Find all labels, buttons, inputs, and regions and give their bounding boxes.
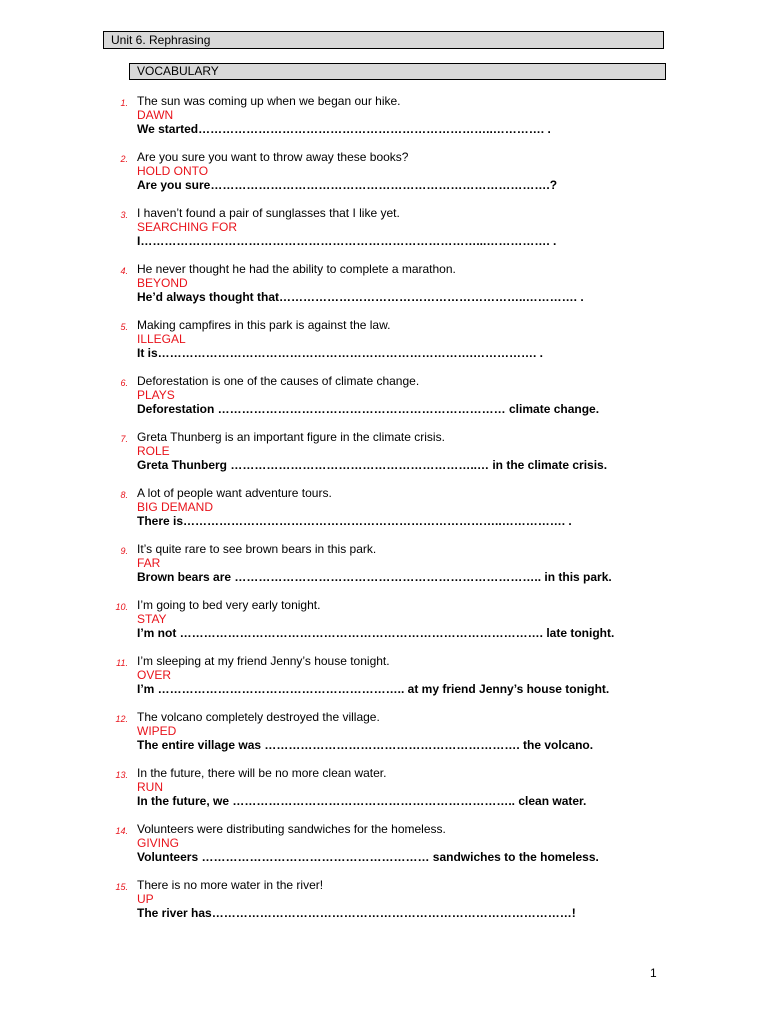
exercise-number: 13.	[115, 770, 128, 780]
exercise-item	[0, 430, 768, 486]
original-sentence: Making campfires in this park is against the law.	[137, 318, 391, 332]
exercise-item	[0, 318, 768, 374]
exercise-item	[0, 710, 768, 766]
exercise-item	[0, 150, 768, 206]
unit-title: Unit 6. Rephrasing	[103, 31, 664, 49]
exercise-number: 3.	[120, 210, 128, 220]
rephrase-prompt: He’d always thought that……………………………………………………..…………. .	[137, 290, 584, 304]
page-number: 1	[650, 966, 657, 980]
keyword: BIG DEMAND	[137, 500, 214, 514]
rephrase-prompt: We started………………………………………………………………..…………. .	[137, 122, 551, 136]
rephrase-prompt: The entire village was ………………………………………………………. the volcano.	[137, 738, 594, 752]
exercise-number: 7.	[120, 434, 128, 444]
exercise-number: 12.	[115, 714, 128, 724]
original-sentence: There is no more water in the river!	[137, 878, 324, 892]
original-sentence: I’m going to bed very early tonight.	[137, 598, 321, 612]
section-title: VOCABULARY	[129, 63, 666, 80]
original-sentence: The volcano completely destroyed the village.	[137, 710, 380, 724]
exercise-number: 6.	[120, 378, 128, 388]
keyword: DAWN	[137, 108, 174, 122]
keyword: PLAYS	[137, 388, 175, 402]
original-sentence: Deforestation is one of the causes of climate change.	[137, 374, 420, 388]
exercise-item	[0, 374, 768, 430]
exercise-number: 1.	[120, 98, 128, 108]
rephrase-prompt: Deforestation ……………………………………………………………… climate change.	[137, 402, 600, 416]
original-sentence: The sun was coming up when we began our hike.	[137, 94, 401, 108]
exercise-number: 9.	[120, 546, 128, 556]
rephrase-prompt: Greta Thunberg ……………………………………………………..… in the climate crisis.	[137, 458, 608, 472]
keyword: ILLEGAL	[137, 332, 186, 346]
exercise-number: 4.	[120, 266, 128, 276]
exercise-item	[0, 598, 768, 654]
rephrase-prompt: There is……………………………………………………………………..……………. .	[137, 514, 572, 528]
original-sentence: I’m sleeping at my friend Jenny’s house tonight.	[137, 654, 390, 668]
keyword: UP	[137, 892, 154, 906]
keyword: BEYOND	[137, 276, 188, 290]
original-sentence: I haven’t found a pair of sunglasses that I like yet.	[137, 206, 400, 220]
rephrase-prompt: I’m …………………………………………………….. at my friend Jenny’s house tonight.	[137, 682, 610, 696]
keyword: STAY	[137, 612, 167, 626]
exercise-number: 10.	[115, 602, 128, 612]
original-sentence: Greta Thunberg is an important figure in the climate crisis.	[137, 430, 445, 444]
keyword: SEARCHING FOR	[137, 220, 238, 234]
exercise-number: 8.	[120, 490, 128, 500]
original-sentence: It’s quite rare to see brown bears in this park.	[137, 542, 377, 556]
exercise-number: 15.	[115, 882, 128, 892]
original-sentence: Are you sure you want to throw away these books?	[137, 150, 409, 164]
keyword: HOLD ONTO	[137, 164, 209, 178]
original-sentence: A lot of people want adventure tours.	[137, 486, 332, 500]
keyword: FAR	[137, 556, 161, 570]
original-sentence: Volunteers were distributing sandwiches for the homeless.	[137, 822, 446, 836]
exercise-item	[0, 766, 768, 822]
exercise-item	[0, 94, 768, 150]
exercise-number: 14.	[115, 826, 128, 836]
original-sentence: In the future, there will be no more clean water.	[137, 766, 387, 780]
rephrase-prompt: I…………………………………………………………………………...……………. .	[137, 234, 557, 248]
exercise-item	[0, 206, 768, 262]
rephrase-prompt: I’m not ………………………………………………………………………………. late tonight.	[137, 626, 615, 640]
rephrase-prompt: It is…………………………………………………………………….……………. .	[137, 346, 544, 360]
original-sentence: He never thought he had the ability to complete a marathon.	[137, 262, 456, 276]
exercise-item	[0, 654, 768, 710]
exercise-number: 2.	[120, 154, 128, 164]
keyword: GIVING	[137, 836, 180, 850]
exercise-number: 11.	[116, 658, 128, 668]
rephrase-prompt: Volunteers ………………………………………………… sandwiches to the homeless.	[137, 850, 599, 864]
rephrase-prompt: The river has………………………………………………………………………………!	[137, 906, 576, 920]
keyword: RUN	[137, 780, 163, 794]
rephrase-prompt: Brown bears are ………………………………………………………………….. in this park.	[137, 570, 612, 584]
exercise-number: 5.	[120, 322, 128, 332]
rephrase-prompt: In the future, we …………………………………………………………….. clean water.	[137, 794, 587, 808]
exercise-item	[0, 486, 768, 542]
exercise-item	[0, 262, 768, 318]
exercise-item	[0, 878, 768, 934]
keyword: WIPED	[137, 724, 177, 738]
rephrase-prompt: Are you sure………………………………………………………………………….?	[137, 178, 558, 192]
keyword: OVER	[137, 668, 172, 682]
exercise-item	[0, 542, 768, 598]
keyword: ROLE	[137, 444, 170, 458]
exercise-item	[0, 822, 768, 878]
